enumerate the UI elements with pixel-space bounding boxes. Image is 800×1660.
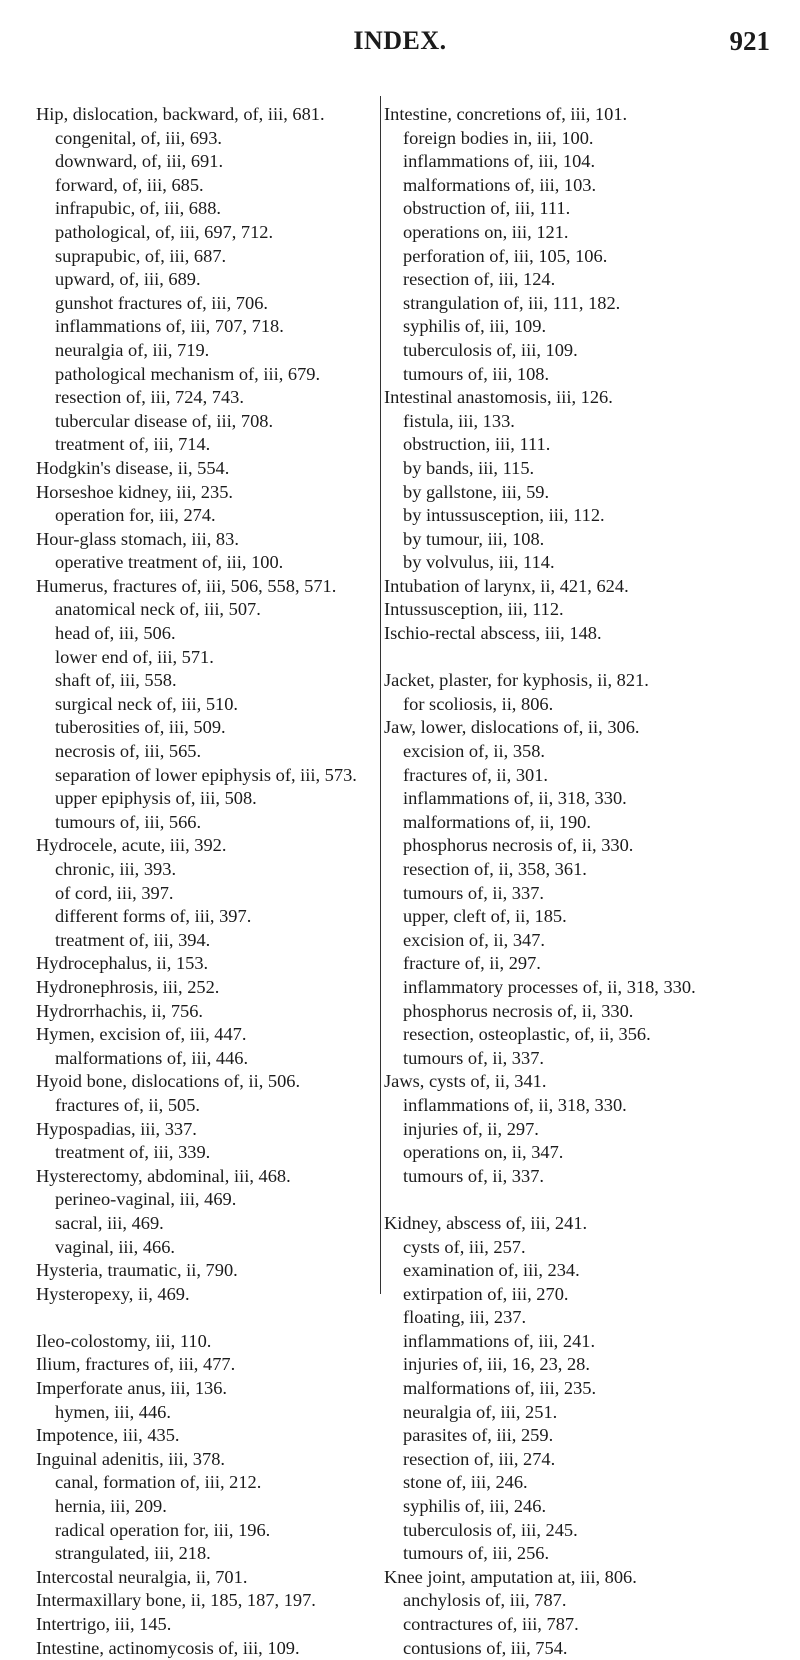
index-subentry: obstruction of, iii, 111. — [403, 198, 571, 219]
index-subentry: by volvulus, iii, 114. — [403, 552, 555, 573]
index-entry: Intercostal neuralgia, ii, 701. — [36, 1566, 248, 1587]
index-subentry: upper epiphysis of, iii, 508. — [55, 788, 257, 809]
index-entry: Hyoid bone, dislocations of, ii, 506. — [36, 1071, 301, 1092]
index-subentry: neuralgia of, iii, 251. — [403, 1401, 558, 1422]
index-entry: Hip, dislocation, backward, of, iii, 681. — [36, 104, 325, 124]
index-subentry: congenital, of, iii, 693. — [55, 127, 223, 148]
index-subentry: resection of, ii, 358, 361. — [403, 859, 587, 879]
index-subentry: treatment of, iii, 394. — [55, 929, 211, 950]
index-subentry: tubercular disease of, iii, 708. — [55, 410, 274, 431]
index-entry: Hymen, excision of, iii, 447. — [36, 1024, 247, 1045]
page-title: INDEX. — [353, 26, 447, 55]
index-column-left — [36, 103, 376, 1660]
index-subentry: inflammations of, iii, 104. — [403, 151, 596, 172]
index-subentry: by bands, iii, 115. — [403, 457, 535, 478]
index-subentry: surgical neck of, iii, 510. — [55, 693, 239, 714]
index-subentry: foreign bodies in, iii, 100. — [403, 127, 594, 148]
index-entry: Intestine, actinomycosis of, iii, 109. — [36, 1637, 300, 1658]
index-subentry: excision of, ii, 358. — [403, 741, 545, 762]
index-subentry: downward, of, iii, 691. — [55, 151, 224, 172]
index-column-right — [384, 103, 784, 1660]
index-entry: Ischio-rectal abscess, iii, 148. — [384, 623, 602, 644]
index-subentry: malformations of, iii, 103. — [403, 174, 597, 195]
index-subentry: floating, iii, 237. — [403, 1307, 527, 1328]
index-entry: Hypospadias, iii, 337. — [36, 1118, 197, 1139]
index-subentry: perineo-vaginal, iii, 469. — [55, 1189, 237, 1210]
index-subentry: tumours of, ii, 337. — [403, 1165, 544, 1186]
index-subentry: tumours of, iii, 256. — [403, 1543, 550, 1564]
index-entry: Intertrigo, iii, 145. — [36, 1614, 172, 1634]
page-number: 921 — [729, 26, 770, 56]
index-subentry: malformations of, iii, 446. — [55, 1047, 249, 1068]
index-subentry: resection of, iii, 124. — [403, 269, 556, 290]
index-subentry: lower end of, iii, 571. — [55, 646, 214, 667]
index-entry: Intussusception, iii, 112. — [384, 599, 564, 620]
section-gap — [384, 646, 784, 670]
index-entry: Ileo-colostomy, iii, 110. — [36, 1330, 212, 1351]
column-divider — [380, 96, 381, 1294]
index-entry: Intubation of larynx, ii, 421, 624. — [384, 575, 629, 596]
index-subentry: hymen, iii, 446. — [55, 1401, 171, 1422]
index-entry: Hysteropexy, ii, 469. — [36, 1283, 190, 1304]
index-subentry: infrapubic, of, iii, 688. — [55, 198, 221, 219]
index-subentry: fractures of, ii, 505. — [55, 1094, 201, 1115]
index-subentry: pathological mechanism of, iii, 679. — [55, 363, 321, 384]
index-entry: Intestine, concretions of, iii, 101. — [384, 104, 628, 124]
index-entry: Kidney, abscess of, iii, 241. — [384, 1212, 588, 1233]
index-subentry: operative treatment of, iii, 100. — [55, 552, 284, 573]
index-subentry: operations on, iii, 121. — [403, 221, 569, 242]
index-entry: Hysteria, traumatic, ii, 790. — [36, 1260, 238, 1281]
index-subentry: anatomical neck of, iii, 507. — [55, 599, 261, 620]
index-entry: Jacket, plaster, for kyphosis, ii, 821. — [384, 670, 649, 691]
index-subentry: suprapubic, of, iii, 687. — [55, 245, 227, 266]
index-entry: Hydrocephalus, ii, 153. — [36, 953, 209, 974]
index-subentry: malformations of, iii, 235. — [403, 1378, 597, 1399]
index-subentry: upward, of, iii, 689. — [55, 269, 201, 290]
index-subentry: separation of lower epiphysis of, iii, 573. — [55, 764, 357, 785]
index-subentry: syphilis of, iii, 246. — [403, 1496, 547, 1517]
index-entry: Jaw, lower, dislocations of, ii, 306. — [384, 717, 640, 738]
index-subentry: phosphorus necrosis of, ii, 330. — [403, 1000, 634, 1021]
index-entry: Hydrorrhachis, ii, 756. — [36, 1000, 204, 1021]
index-subentry: stone of, iii, 246. — [403, 1472, 528, 1493]
index-entry: Humerus, fractures of, iii, 506, 558, 571. — [36, 575, 337, 596]
index-entry: Hysterectomy, abdominal, iii, 468. — [36, 1165, 291, 1186]
index-subentry: hernia, iii, 209. — [55, 1496, 167, 1517]
index-subentry: phosphorus necrosis of, ii, 330. — [403, 835, 634, 856]
index-subentry: different forms of, iii, 397. — [55, 906, 252, 927]
index-entry: Ilium, fractures of, iii, 477. — [36, 1354, 236, 1375]
index-subentry: strangulation of, iii, 111, 182. — [403, 292, 621, 313]
section-gap — [36, 1306, 376, 1330]
index-subentry: neuralgia of, iii, 719. — [55, 339, 210, 360]
index-subentry: inflammations of, iii, 707, 718. — [55, 316, 284, 337]
index-subentry: fistula, iii, 133. — [403, 410, 515, 431]
index-subentry: anchylosis of, iii, 787. — [403, 1590, 567, 1611]
index-subentry: upper, cleft of, ii, 185. — [403, 906, 567, 927]
index-entry: Intermaxillary bone, ii, 185, 187, 197. — [36, 1590, 316, 1611]
index-subentry: operation for, iii, 274. — [55, 505, 216, 526]
index-subentry: canal, formation of, iii, 212. — [55, 1472, 262, 1493]
index-subentry: resection, osteoplastic, of, ii, 356. — [403, 1024, 651, 1045]
index-subentry: gunshot fractures of, iii, 706. — [55, 292, 268, 313]
index-subentry: treatment of, iii, 339. — [55, 1142, 211, 1163]
index-subentry: contractures of, iii, 787. — [403, 1614, 579, 1634]
index-subentry: inflammations of, iii, 241. — [403, 1330, 596, 1351]
index-subentry: injuries of, ii, 297. — [403, 1118, 539, 1139]
index-subentry: perforation of, iii, 105, 106. — [403, 245, 608, 266]
index-subentry: by intussusception, iii, 112. — [403, 505, 605, 526]
index-subentry: cysts of, iii, 257. — [403, 1236, 526, 1257]
index-subentry: chronic, iii, 393. — [55, 859, 177, 879]
index-subentry: tumours of, ii, 337. — [403, 882, 544, 903]
index-entry: Hour-glass stomach, iii, 83. — [36, 528, 239, 549]
index-entry: Hydronephrosis, iii, 252. — [36, 976, 220, 997]
index-subentry: operations on, ii, 347. — [403, 1142, 564, 1163]
index-subentry: tuberculosis of, iii, 245. — [403, 1519, 578, 1540]
index-subentry: inflammations of, ii, 318, 330. — [403, 1094, 627, 1115]
index-subentry: treatment of, iii, 714. — [55, 434, 211, 455]
section-gap — [384, 1188, 784, 1212]
index-subentry: obstruction, iii, 111. — [403, 434, 551, 455]
index-subentry: malformations of, ii, 190. — [403, 811, 591, 832]
index-subentry: of cord, iii, 397. — [55, 882, 174, 903]
index-subentry: contusions of, iii, 754. — [403, 1637, 568, 1658]
index-subentry: for scoliosis, ii, 806. — [403, 693, 554, 714]
index-subentry: tumours of, iii, 108. — [403, 363, 550, 384]
index-subentry: pathological, of, iii, 697, 712. — [55, 221, 274, 242]
index-subentry: vaginal, iii, 466. — [55, 1236, 176, 1257]
index-entry: Knee joint, amputation at, iii, 806. — [384, 1566, 637, 1587]
index-entry: Hydrocele, acute, iii, 392. — [36, 835, 227, 856]
index-subentry: examination of, iii, 234. — [403, 1260, 580, 1281]
index-subentry: tuberculosis of, iii, 109. — [403, 339, 578, 360]
index-subentry: head of, iii, 506. — [55, 623, 176, 644]
index-subentry: tuberosities of, iii, 509. — [55, 717, 226, 738]
index-entry: Impotence, iii, 435. — [36, 1425, 180, 1446]
index-subentry: excision of, ii, 347. — [403, 929, 545, 950]
index-subentry: inflammatory processes of, ii, 318, 330. — [403, 976, 696, 997]
index-subentry: sacral, iii, 469. — [55, 1212, 164, 1233]
index-entry: Inguinal adenitis, iii, 378. — [36, 1448, 225, 1469]
index-subentry: fracture of, ii, 297. — [403, 953, 541, 974]
index-entry: Horseshoe kidney, iii, 235. — [36, 481, 233, 502]
page-header — [0, 26, 800, 56]
index-subentry: parasites of, iii, 259. — [403, 1425, 554, 1446]
index-subentry: resection of, iii, 724, 743. — [55, 387, 244, 408]
index-subentry: extirpation of, iii, 270. — [403, 1283, 569, 1304]
index-entry: Jaws, cysts of, ii, 341. — [384, 1071, 547, 1092]
index-subentry: resection of, iii, 274. — [403, 1448, 556, 1469]
index-subentry: forward, of, iii, 685. — [55, 174, 204, 195]
index-entry: Imperforate anus, iii, 136. — [36, 1378, 228, 1399]
index-subentry: tumours of, ii, 337. — [403, 1047, 544, 1068]
index-subentry: necrosis of, iii, 565. — [55, 741, 202, 762]
index-subentry: syphilis of, iii, 109. — [403, 316, 547, 337]
index-entry: Hodgkin's disease, ii, 554. — [36, 457, 230, 478]
index-subentry: shaft of, iii, 558. — [55, 670, 177, 691]
index-subentry: by tumour, iii, 108. — [403, 528, 545, 549]
index-subentry: fractures of, ii, 301. — [403, 764, 549, 785]
index-subentry: tumours of, iii, 566. — [55, 811, 202, 832]
index-subentry: injuries of, iii, 16, 23, 28. — [403, 1354, 590, 1375]
index-subentry: by gallstone, iii, 59. — [403, 481, 550, 502]
index-subentry: strangulated, iii, 218. — [55, 1543, 211, 1564]
index-subentry: inflammations of, ii, 318, 330. — [403, 788, 627, 809]
index-entry: Intestinal anastomosis, iii, 126. — [384, 387, 613, 408]
index-subentry: radical operation for, iii, 196. — [55, 1519, 271, 1540]
